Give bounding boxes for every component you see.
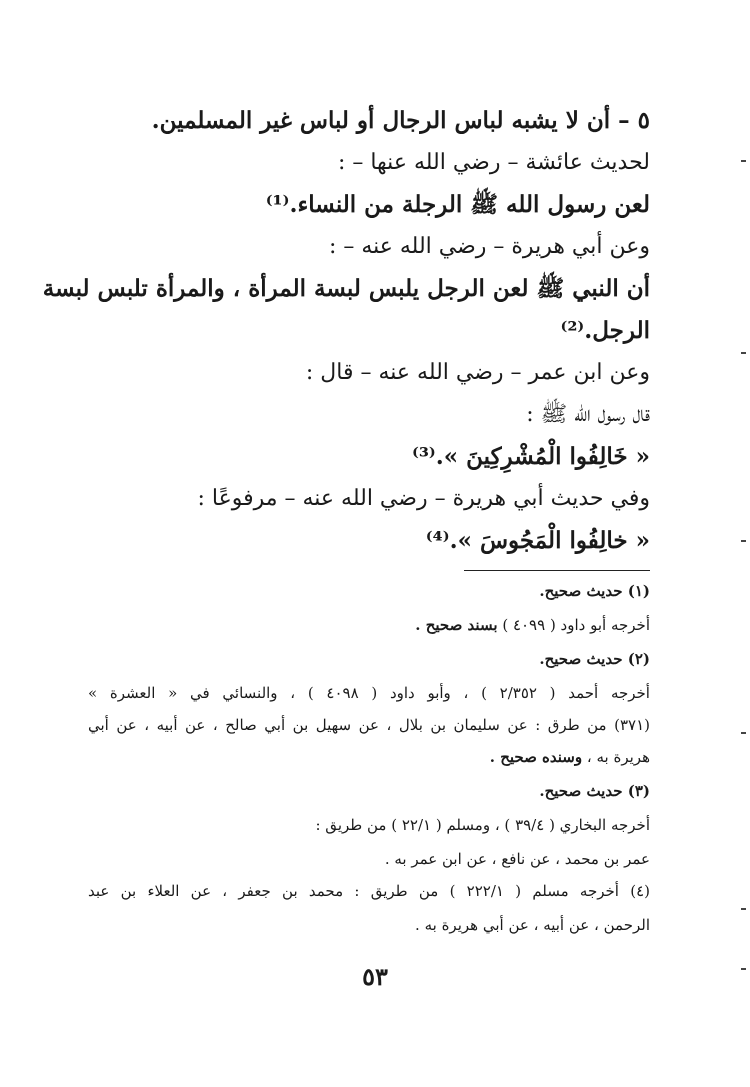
footnote-text: أخرجه أحمد ( ٢/٣٥٢ ) ، وأبو داود ( ٤٠٩٨ ) ، والنسائي في « العشرة »	[88, 684, 650, 702]
footnote-text: أخرجه البخاري ( ٣٩/٤ ) ، ومسلم ( ٢٢/١ ) من طريق :	[315, 816, 650, 834]
hadith-text: الرجل.⁽²⁾	[560, 317, 650, 344]
margin-mark	[741, 160, 746, 162]
margin-mark	[741, 352, 746, 354]
page-number: ٥٣	[362, 962, 388, 991]
footnote-text: أخرجه أبو داود ( ٤٠٩٩ ) بسند صحيح .	[415, 616, 650, 634]
footnote-text: الرحمن ، عن أبيه ، عن أبي هريرة به .	[415, 916, 650, 934]
margin-mark	[741, 968, 746, 970]
footnote-title: (٢) حديث صحيح.	[539, 650, 650, 668]
footnote-text: (٤) أخرجه مسلم ( ٢٢٢/١ ) من طريق : محمد بن جعفر ، عن العلاء بن عبد	[88, 882, 650, 900]
body-line: وعن أبي هريرة – رضي الله عنه – :	[328, 234, 650, 259]
hadith-text: أن النبي ﷺ لعن الرجل يلبس لبسة المرأة ، والمرأة تلبس لبسة	[42, 275, 650, 302]
footnote-title: (١) حديث صحيح.	[539, 582, 650, 600]
footnote-text: عمر بن محمد ، عن نافع ، عن ابن عمر به .	[384, 850, 650, 868]
margin-mark	[741, 908, 746, 910]
margin-mark	[741, 540, 746, 542]
margin-mark	[741, 732, 746, 734]
footnote-title: (٣) حديث صحيح.	[539, 782, 650, 800]
body-line: وفي حديث أبي هريرة – رضي الله عنه – مرفوعًا :	[197, 486, 650, 511]
section-heading: ٥ – أن لا يشبه لباس الرجال أو لباس غير المسلمين.	[151, 107, 650, 134]
hadith-text: « خالِفُوا الْمَجُوسَ ».⁽⁴⁾	[425, 527, 650, 554]
body-line: لحديث عائشة – رضي الله عنها – :	[337, 150, 650, 175]
footnote-text: (٣٧١) من طرق : عن سليمان بن بلال ، عن سهيل بن أبي صالح ، عن أبيه ، عن أبي	[88, 716, 650, 734]
body-line: قال رسول الله ﷺ :	[526, 402, 650, 427]
hadith-text: لعن رسول الله ﷺ الرجلة من النساء.⁽¹⁾	[265, 191, 650, 218]
hadith-text: « خَالِفُوا الْمُشْرِكِينَ ».⁽³⁾	[411, 443, 650, 470]
body-line: وعن ابن عمر – رضي الله عنه – قال :	[305, 360, 650, 385]
footnote-text: هريرة به ، وسنده صحيح .	[489, 748, 650, 766]
footnote-divider	[464, 570, 650, 571]
